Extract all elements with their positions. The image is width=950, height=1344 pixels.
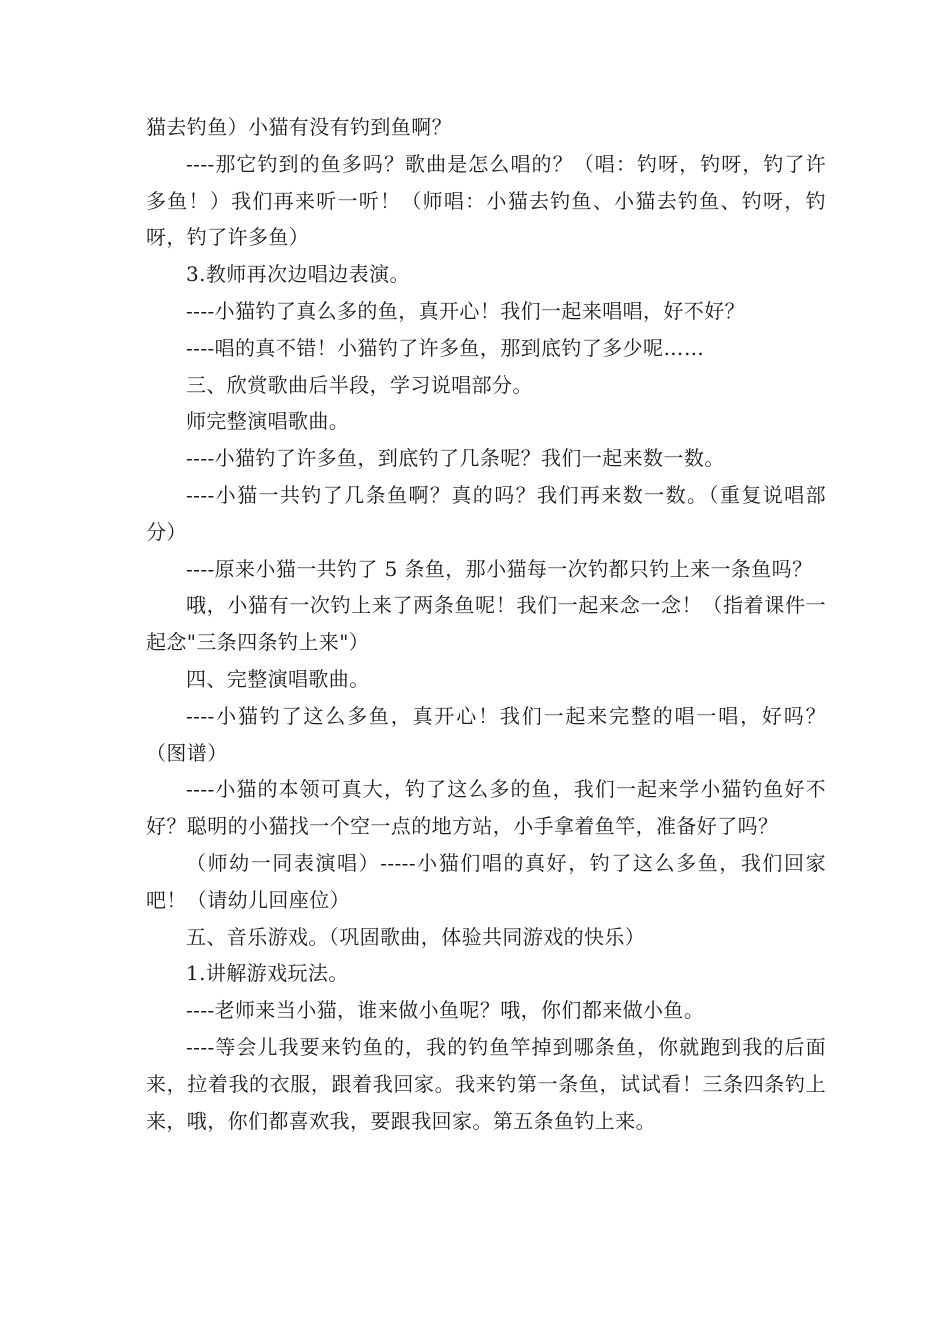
paragraph: ----唱的真不错！小猫钓了许多鱼，那到底钓了多少呢……: [186, 335, 705, 360]
paragraph: 师完整演唱歌曲。: [186, 409, 350, 434]
paragraph: ----小猫钓了许多鱼，到底钓了几条呢？我们一起来数一数。: [186, 446, 725, 471]
paragraph: ----小猫的本领可真大，钓了这么多的鱼，我们一起来学小猫钓鱼好不好？聪明的小猫找一个空一点的地方站，小手拿着鱼竿，准备好了吗？: [146, 777, 826, 839]
paragraph: 猫去钓鱼）小猫有没有钓到鱼啊？: [146, 115, 452, 139]
paragraph: ----原来小猫一共钓了 5 条鱼，那小猫每一次钓都只钓上来一条鱼吗？: [186, 556, 813, 581]
paragraph: ----那它钓到的鱼多吗？歌曲是怎么唱的？（唱：钓呀，钓呀，钓了许多鱼！）我们再来听一听！（师唱：小猫去钓鱼、小猫去钓鱼、钓呀，钓呀，钓了许多鱼）: [146, 151, 826, 250]
paragraph: 哦，小猫有一次钓上来了两条鱼呢！我们一起来念一念！（指着课件一起念"三条四条钓上来"）: [146, 593, 826, 655]
paragraph: 1.讲解游戏玩法。: [186, 961, 349, 986]
paragraph: 3.教师再次边唱边表演。: [186, 262, 410, 287]
document-body: [146, 109, 826, 1139]
section-heading: 五、音乐游戏。（巩固歌曲，体验共同游戏的快乐）: [186, 924, 646, 949]
paragraph: ----小猫一共钓了几条鱼啊？真的吗？我们再来数一数。（重复说唱部分）: [146, 482, 826, 544]
paragraph: ----小猫钓了真么多的鱼，真开心！我们一起来唱唱，好不好？: [186, 298, 746, 323]
paragraph: ----小猫钓了这么多鱼，真开心！我们一起来完整的唱一唱，好吗？（图谱）: [146, 703, 826, 765]
paragraph: （师幼一同表演唱）-----小猫们唱的真好，钓了这么多鱼，我们回家吧！（请幼儿回座位）: [146, 850, 826, 912]
paragraph: ----等会儿我要来钓鱼的，我的钓鱼竿掉到哪条鱼，你就跑到我的后面来，拉着我的衣服，跟着我回家。我来钓第一条鱼，试试看！三条四条钓上来，哦，你们都喜欢我，要跟我回家。第五条鱼钓上来。: [146, 1034, 826, 1133]
paragraph: ----老师来当小猫，谁来做小鱼呢？哦，你们都来做小鱼。: [186, 998, 705, 1023]
section-heading: 四、完整演唱歌曲。: [186, 666, 370, 691]
section-heading: 三、欣赏歌曲后半段，学习说唱部分。: [186, 372, 533, 397]
